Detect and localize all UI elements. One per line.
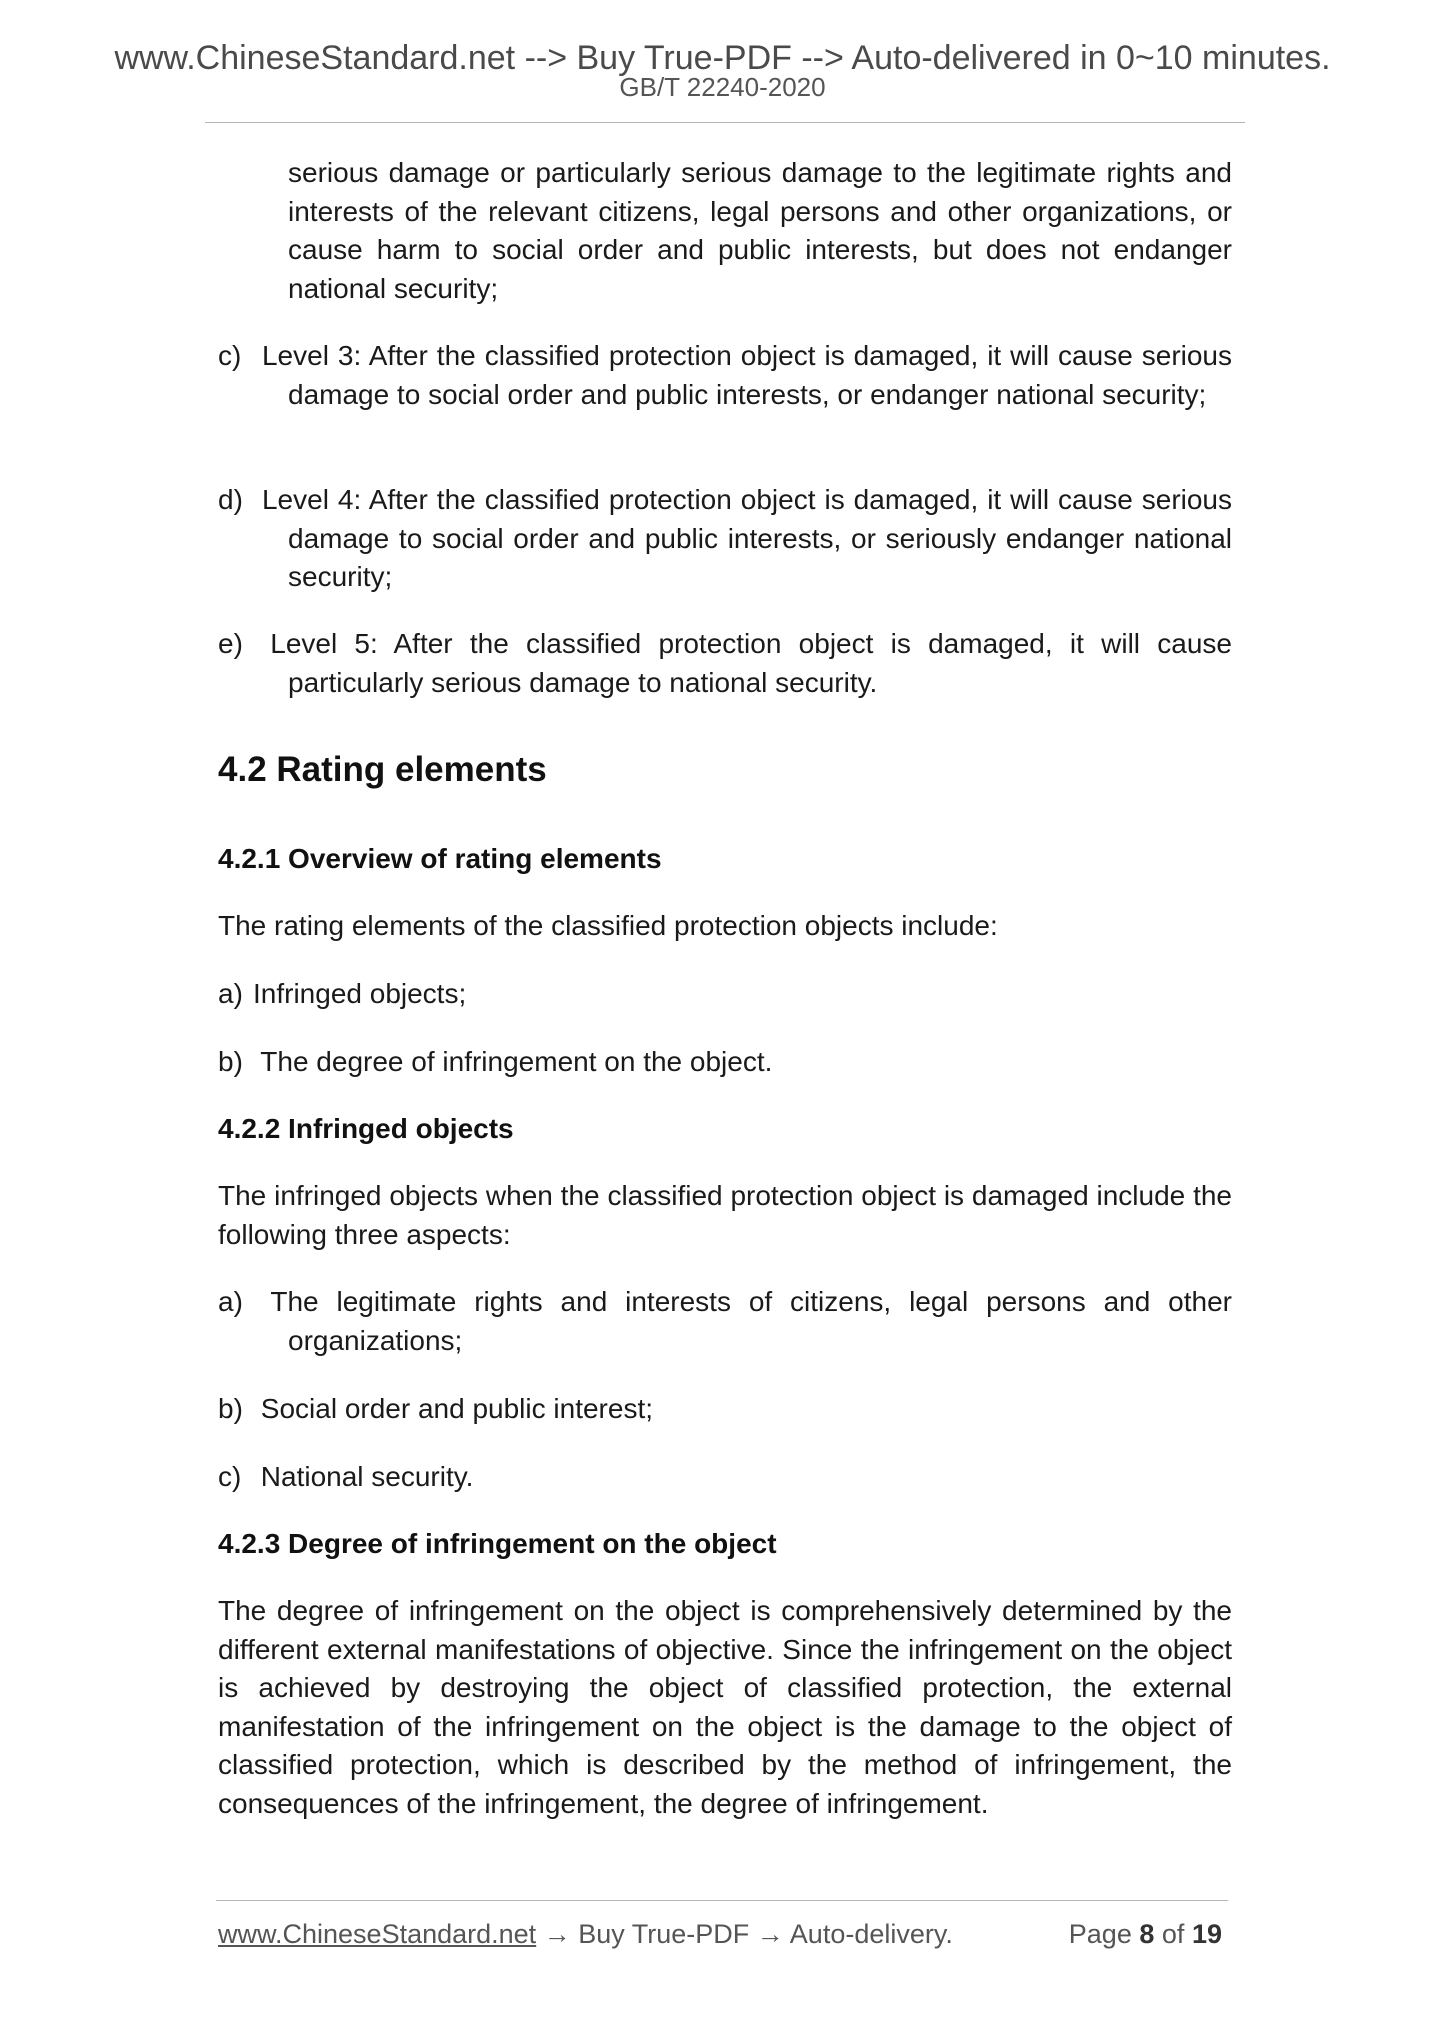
overview-intro: The rating elements of the classified protection objects include: bbox=[218, 910, 998, 941]
total-pages-number: 19 bbox=[1191, 1919, 1222, 1949]
list-item-text: Level 4: After the classified protection object is damaged, it will cause serious damage to social order and public interests, or seriously endanger national security; bbox=[261, 484, 1233, 592]
site-link[interactable]: www.ChineseStandard.net bbox=[218, 1919, 537, 1949]
auto-delivery-text: Auto-delivery. bbox=[789, 1919, 953, 1949]
page-label: Page bbox=[1068, 1919, 1132, 1949]
page-indicator bbox=[1069, 1918, 1222, 1950]
document-code: GB/T 22240-2020 bbox=[619, 72, 826, 102]
of-label: of bbox=[1161, 1919, 1185, 1949]
current-page-number: 8 bbox=[1139, 1919, 1155, 1949]
arrow-icon: → bbox=[756, 1919, 784, 1949]
subsection-heading-4-2-2: 4.2.2 Infringed objects bbox=[218, 1113, 514, 1144]
header-divider bbox=[205, 122, 1245, 123]
list-item-text: Level 5: After the classified protection object is damaged, it will cause particularly serious damage to national security. bbox=[270, 628, 1232, 698]
list-item-text: Level 3: After the classified protection object is damaged, it will cause serious damage to social order and public interests, or endanger national security; bbox=[261, 340, 1233, 410]
footer-links bbox=[218, 1918, 953, 1950]
level-3-item: c) Level 3: After the classified protection object is damaged, it will cause serious damage to social order and public interests, or endanger national security; bbox=[218, 340, 1233, 410]
section-heading-4-2: 4.2 Rating elements bbox=[218, 750, 547, 789]
list-item-text: National security. bbox=[260, 1461, 474, 1492]
infringed-object-item: b) Social order and public interest; bbox=[218, 1393, 653, 1424]
arrow-icon: → bbox=[543, 1919, 571, 1949]
subsection-heading-4-2-3: 4.2.3 Degree of infringement on the object bbox=[218, 1528, 777, 1559]
rating-element-item: a) Infringed objects; bbox=[218, 978, 467, 1009]
buy-true-pdf-text: Buy True-PDF bbox=[578, 1919, 750, 1949]
infringed-object-item: c) National security. bbox=[218, 1461, 474, 1492]
rating-element-item: b) The degree of infringement on the object. bbox=[218, 1046, 773, 1077]
list-item-text: Infringed objects; bbox=[253, 978, 467, 1009]
list-item-text: The legitimate rights and interests of citizens, legal persons and other organizations; bbox=[270, 1286, 1232, 1356]
list-item-text: Social order and public interest; bbox=[260, 1393, 653, 1424]
top-banner: www.ChineseStandard.net --> Buy True-PDF --> Auto-delivered in 0~10 minutes. bbox=[114, 39, 1331, 77]
continuation-paragraph: serious damage or particularly serious damage to the legitimate rights and interests of the relevant citizens, legal persons and other organizations, or cause harm to social order and public interests, but does not endanger national security; bbox=[288, 157, 1232, 304]
footer-divider bbox=[216, 1900, 1228, 1901]
level-4-item: d) Level 4: After the classified protection object is damaged, it will cause serious damage to social order and public interests, or seriously endanger national security; bbox=[218, 484, 1233, 592]
degree-of-infringement-paragraph: The degree of infringement on the object is comprehensively determined by the different external manifestations of objective. Since the infringement on the object is achieved by destroying the object of classified protection, the external manifestation of the infringement on the object is the damage to the object of classified protection, which is described by the method of infringement, the consequences of the infringement, the degree of infringement. bbox=[218, 1595, 1232, 1819]
list-item-text: The degree of infringement on the object. bbox=[260, 1046, 773, 1077]
subsection-heading-4-2-1: 4.2.1 Overview of rating elements bbox=[218, 843, 662, 874]
infringed-object-item: a) The legitimate rights and interests of citizens, legal persons and other organizations; bbox=[218, 1286, 1232, 1356]
infringed-objects-intro: The infringed objects when the classified protection object is damaged include the following three aspects: bbox=[218, 1180, 1232, 1250]
level-5-item: e) Level 5: After the classified protection object is damaged, it will cause particularly serious damage to national security. bbox=[218, 628, 1232, 698]
